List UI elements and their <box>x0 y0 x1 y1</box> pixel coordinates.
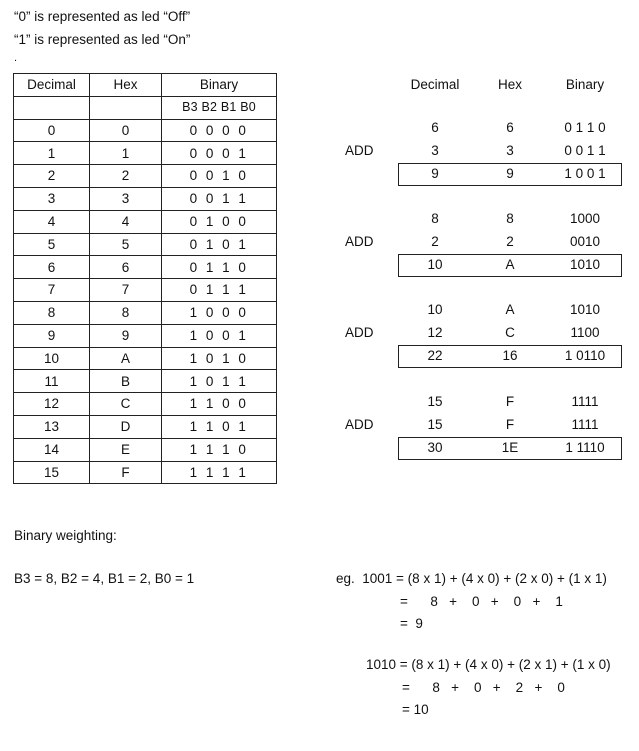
add3-a-binary: 1010 <box>569 302 601 317</box>
cell-decimal: 7 <box>14 279 90 302</box>
cell-decimal: 15 <box>14 461 90 484</box>
cell-decimal: 12 <box>14 393 90 416</box>
cell-binary: 0 1 1 1 <box>162 279 277 302</box>
header-binary: Binary <box>162 74 277 97</box>
add3-b-hex: C <box>505 325 515 340</box>
add4-b-hex: F <box>505 417 515 432</box>
add-header-hex: Hex <box>497 77 522 92</box>
add2-a-binary: 1000 <box>569 211 601 226</box>
cell-hex: 6 <box>90 256 162 279</box>
add3-b-binary: 1100 <box>570 325 600 340</box>
cell-binary: 1 1 1 1 <box>162 461 277 484</box>
cell-hex: C <box>90 393 162 416</box>
add4-sum-binary: 1 1110 <box>565 440 605 455</box>
add4-operator-label: ADD <box>345 417 374 432</box>
conversion-table <box>13 73 277 484</box>
weighting-values: B3 = 8, B2 = 4, B1 = 2, B0 = 1 <box>14 571 195 586</box>
note-on: “1” is represented as led “On” <box>14 32 191 47</box>
cell-decimal: 9 <box>14 324 90 347</box>
add4-sum-decimal: 30 <box>427 440 443 455</box>
add1-b-binary: 0 0 1 1 <box>564 143 606 158</box>
add1-a-binary: 0 1 1 0 <box>564 120 606 135</box>
add2-a-decimal: 8 <box>431 211 439 226</box>
add3-a-decimal: 10 <box>427 302 443 317</box>
cell-hex: 2 <box>90 165 162 188</box>
cell-binary: 0 0 1 1 <box>162 187 277 210</box>
cell-binary: 1 0 1 1 <box>162 370 277 393</box>
cell-decimal: 6 <box>14 256 90 279</box>
add3-operator-label: ADD <box>345 325 374 340</box>
add3-b-decimal: 12 <box>427 325 443 340</box>
cell-hex: 1 <box>90 142 162 165</box>
cell-decimal: 13 <box>14 415 90 438</box>
table-row <box>14 256 277 279</box>
cell-binary: 1 0 1 0 <box>162 347 277 370</box>
add4-a-binary: 1111 <box>571 394 599 409</box>
cell-decimal: 2 <box>14 165 90 188</box>
add2-operator-label: ADD <box>345 234 374 249</box>
cell-hex: 3 <box>90 187 162 210</box>
table-row <box>14 324 277 347</box>
add1-a-decimal: 6 <box>431 120 439 135</box>
example1-line3: = 9 <box>400 616 423 631</box>
table-row <box>14 438 277 461</box>
add-header-binary: Binary <box>565 77 605 92</box>
example2-line3: = 10 <box>402 702 429 717</box>
cell-decimal: 11 <box>14 370 90 393</box>
add4-b-binary: 1111 <box>571 417 599 432</box>
cell-hex: D <box>90 415 162 438</box>
cell-hex: 8 <box>90 301 162 324</box>
add1-b-decimal: 3 <box>431 143 439 158</box>
cell-hex: E <box>90 438 162 461</box>
cell-hex: B <box>90 370 162 393</box>
table-row <box>14 461 277 484</box>
add3-sum-binary: 1 0110 <box>564 348 606 363</box>
cell-hex: A <box>90 347 162 370</box>
table-row <box>14 347 277 370</box>
example1-line2: = 8 + 0 + 0 + 1 <box>400 594 563 609</box>
weighting-title: Binary weighting: <box>14 528 117 543</box>
cell-binary: 1 1 0 0 <box>162 393 277 416</box>
example1-line1: eg. 1001 = (8 x 1) + (4 x 0) + (2 x 0) + (1 x 1) <box>336 571 607 586</box>
add2-sum-hex: A <box>505 257 515 272</box>
cell-hex: 7 <box>90 279 162 302</box>
table-row <box>14 415 277 438</box>
add2-sum-binary: 1010 <box>569 257 601 272</box>
add2-b-hex: 2 <box>506 234 514 249</box>
add1-b-hex: 3 <box>506 143 514 158</box>
add3-sum-decimal: 22 <box>427 348 443 363</box>
add4-b-decimal: 15 <box>427 417 443 432</box>
table-row <box>14 165 277 188</box>
example2-line2: = 8 + 0 + 2 + 0 <box>402 680 565 695</box>
cell-decimal: 8 <box>14 301 90 324</box>
cell-decimal: 5 <box>14 233 90 256</box>
cell-binary: 1 0 0 1 <box>162 324 277 347</box>
add-header-decimal: Decimal <box>410 77 460 92</box>
table-row <box>14 279 277 302</box>
cell-decimal: 1 <box>14 142 90 165</box>
table-row <box>14 142 277 165</box>
add1-sum-binary: 1 0 0 1 <box>564 166 606 181</box>
cell-decimal: 0 <box>14 119 90 142</box>
add4-sum-hex: 1E <box>501 440 519 455</box>
table-row <box>14 187 277 210</box>
add2-b-decimal: 2 <box>431 234 439 249</box>
add2-a-hex: 8 <box>506 211 514 226</box>
header-hex: Hex <box>90 74 162 97</box>
subheader-empty <box>90 96 162 119</box>
add1-sum-hex: 9 <box>506 166 514 181</box>
add1-operator-label: ADD <box>345 143 374 158</box>
cell-binary: 0 1 0 1 <box>162 233 277 256</box>
add2-sum-box <box>398 254 622 277</box>
note-off: “0” is represented as led “Off” <box>14 9 191 24</box>
cell-hex: 5 <box>90 233 162 256</box>
example2-line1: 1010 = (8 x 1) + (4 x 0) + (2 x 1) + (1 x 0) <box>366 657 611 672</box>
add4-sum-box <box>398 437 622 460</box>
note-dot: . <box>14 52 18 64</box>
cell-binary: 0 1 1 0 <box>162 256 277 279</box>
cell-hex: 4 <box>90 210 162 233</box>
header-decimal: Decimal <box>14 74 90 97</box>
table-row <box>14 393 277 416</box>
table-row <box>14 210 277 233</box>
add3-a-hex: A <box>505 302 515 317</box>
table-header-row <box>14 74 277 97</box>
table-row <box>14 233 277 256</box>
cell-binary: 0 0 1 0 <box>162 165 277 188</box>
add1-sum-box <box>398 163 622 186</box>
cell-binary: 1 1 0 1 <box>162 415 277 438</box>
cell-binary: 0 1 0 0 <box>162 210 277 233</box>
cell-binary: 1 1 1 0 <box>162 438 277 461</box>
cell-decimal: 10 <box>14 347 90 370</box>
cell-hex: 9 <box>90 324 162 347</box>
cell-binary: 1 0 0 0 <box>162 301 277 324</box>
cell-binary: 0 0 0 1 <box>162 142 277 165</box>
table-row <box>14 119 277 142</box>
subheader-bits: B3 B2 B1 B0 <box>162 96 277 119</box>
add1-sum-decimal: 9 <box>431 166 439 181</box>
table-row <box>14 370 277 393</box>
add3-sum-hex: 16 <box>502 348 518 363</box>
cell-hex: 0 <box>90 119 162 142</box>
add2-sum-decimal: 10 <box>427 257 443 272</box>
add4-a-decimal: 15 <box>427 394 443 409</box>
add1-a-hex: 6 <box>506 120 514 135</box>
add3-sum-box <box>398 345 622 368</box>
cell-hex: F <box>90 461 162 484</box>
table-subheader-row <box>14 96 277 119</box>
cell-decimal: 4 <box>14 210 90 233</box>
table-row <box>14 301 277 324</box>
add4-a-hex: F <box>505 394 515 409</box>
cell-decimal: 14 <box>14 438 90 461</box>
cell-decimal: 3 <box>14 187 90 210</box>
subheader-empty <box>14 96 90 119</box>
cell-binary: 0 0 0 0 <box>162 119 277 142</box>
add2-b-binary: 0010 <box>569 234 601 249</box>
